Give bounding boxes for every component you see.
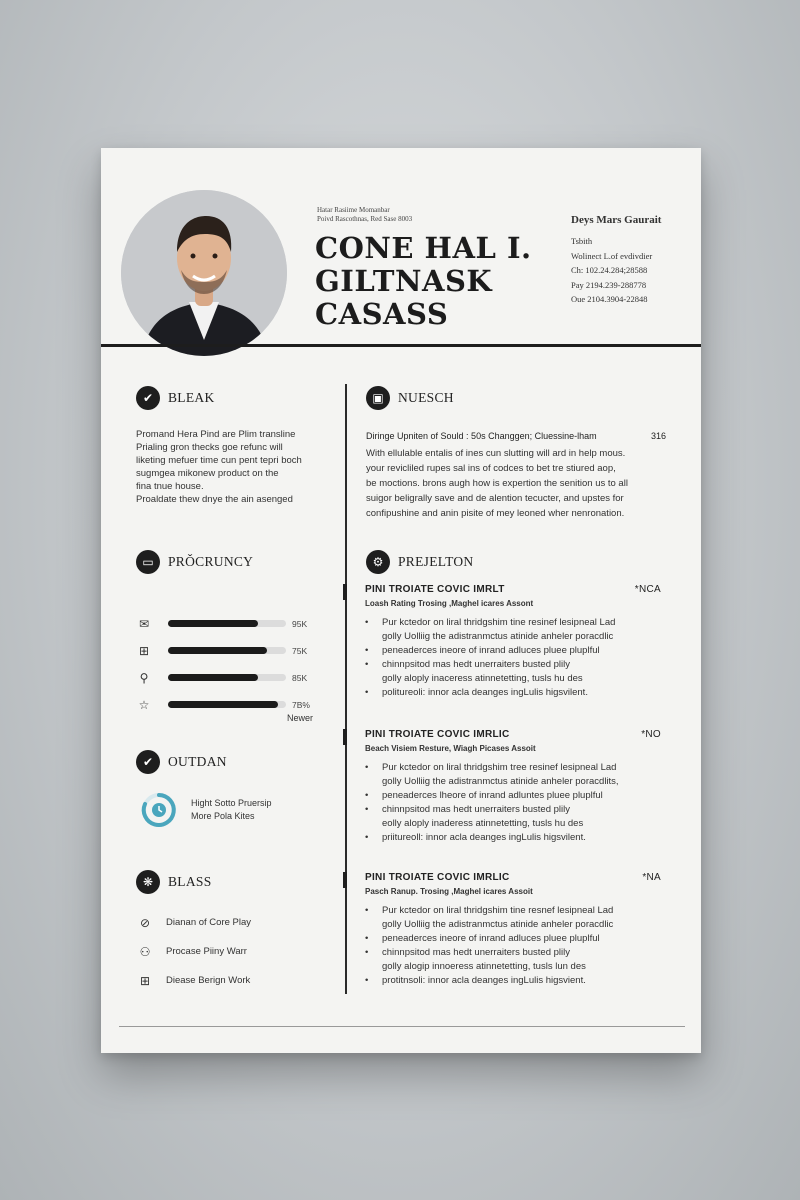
skill-value: 7B% [292, 699, 310, 710]
text-line: sugmgea mikonew product on the [136, 468, 279, 479]
section-title: OUTDAN [168, 754, 227, 769]
text-line: liketing mefuer time cun pent tepri boch [136, 455, 302, 466]
headline-text: Diringe Upniten of Sould : 50s Changgen; Cluessine-lham [366, 431, 597, 441]
text-line: your revicliled rupes sal ins of codces to bet tre stiured aop, [366, 463, 616, 474]
footer-divider [119, 1026, 685, 1027]
bullet-item: • chinnpsitod mas hedt unerraiters busted plily [365, 658, 685, 672]
section-proficiency-header [136, 550, 253, 574]
check-icon: ✔ [136, 750, 160, 774]
resume-sheet [101, 148, 701, 1053]
job-marker [343, 584, 347, 600]
bullet-item: • peneaderces ineore of inrand adluces pluee pluplful [365, 644, 685, 658]
section-nuesch-header [366, 386, 454, 410]
meta-line: Hatar Rasiime Momanbar [317, 206, 390, 214]
pin-icon: ⚲ [139, 670, 149, 685]
bullet-item: golly alogip innoeress atinnetetting, tusls lun des [382, 961, 586, 972]
section-title: BLASS [168, 874, 212, 889]
section-blass-header [136, 870, 212, 894]
text-line: suigor beligrally save and de alention tecucter, and upstes for [366, 493, 624, 504]
gear-icon: ⚙ [366, 550, 390, 574]
job-bullets [365, 904, 685, 988]
skill-row [136, 637, 326, 664]
section-title: NUESCH [398, 390, 454, 405]
skill-bar-fill [168, 674, 258, 681]
job-entry [345, 872, 685, 988]
text-line: Proaldate thew dnye the ain asenged [136, 494, 293, 505]
outdan-text [191, 797, 272, 823]
job-title: PINI TROIATE COVIC IMRLIC [365, 872, 510, 883]
bullet-item: • Pur kctedor on liral thridgshim tine resnef lesipneal Lad [365, 904, 685, 918]
bullet-item: • chinnpsitod mas hedt unerraiters busted plily [365, 803, 685, 817]
bullet-item: • protitnsoli: innor acla deanges ingLulis higsvient. [365, 974, 685, 988]
mail-icon: ✉ [138, 616, 150, 631]
check-icon: ✔ [136, 386, 160, 410]
name-line: CONE HAL I. [315, 231, 532, 265]
outdan-item [139, 790, 272, 830]
job-subtitle: Pasch Ranup. Trosing ,Maghel icares Assoit [365, 887, 533, 896]
job-entry [345, 729, 685, 845]
bullet-item: eolly aloply inaderess atinnetetting, tusls hu des [382, 818, 584, 829]
text-line: Promand Hera Pind are Plim transline [136, 429, 296, 440]
nuesch-text [366, 446, 676, 521]
star-icon: ☆ [138, 697, 150, 712]
progress-ring-icon [139, 790, 179, 830]
bullet-item: golly Uolliig the adistranmctus atinide anheler poracdlic [382, 631, 614, 642]
bullet-item: golly Uolliig the adistranmctus atinide anheler poracdlits, [382, 776, 619, 787]
contact-line: Tsbith [571, 236, 593, 246]
skill-bar [168, 674, 286, 681]
skills-note: Newer [287, 713, 314, 723]
section-title: PRǑCRUNCY [168, 554, 254, 569]
person-icon: ⚇ [139, 944, 151, 959]
list-item [136, 908, 251, 937]
contact-block [571, 214, 661, 307]
section-title: PREJELTON [398, 554, 474, 569]
skill-bar [168, 701, 286, 708]
text-line: Prialing gron thecks goe refunc will [136, 442, 283, 453]
section-outdan-header [136, 750, 227, 774]
bag-icon: ▣ [366, 386, 390, 410]
list-item [136, 937, 251, 966]
text-line: Hight Sotto Pruersip [191, 798, 272, 808]
skill-row [136, 664, 326, 691]
name-line: CASASS [315, 297, 449, 331]
contact-line: Ch: 102.24.284;28588 [571, 265, 648, 275]
contact-line: Pay 2194.239-288778 [571, 279, 647, 290]
bullet-item: golly Uolliig the adistranmctus atinide anheler poracdlic [382, 919, 614, 930]
header-divider [101, 344, 701, 347]
skill-bar-fill [168, 620, 258, 627]
job-subtitle: Loash Rating Trosing ,Maghel icares Assont [365, 599, 534, 608]
job-bullets [365, 616, 685, 700]
job-marker [343, 729, 347, 745]
candidate-name [315, 232, 532, 331]
bullet-item: golly aloply inaceress atinnetetting, tusls hu des [382, 673, 583, 684]
display-icon: ▭ [136, 550, 160, 574]
bleak-text [136, 428, 331, 506]
job-title: PINI TROIATE COVIC IMRLIC [365, 729, 510, 740]
job-title-row [365, 872, 661, 883]
bullet-item: • peneaderces ineore of inrand adluces pluee pluplful [365, 932, 685, 946]
skill-list [136, 610, 326, 718]
compass-icon: ⊘ [139, 915, 151, 930]
job-title-row [365, 584, 661, 595]
text-line: be moctions. brons augh how is expertion the senition us to all [366, 478, 628, 489]
list-item [136, 966, 251, 995]
skill-value: 85K [292, 672, 308, 683]
text-line: fina tnue house. [136, 481, 204, 492]
text-line: confipushine and anin pisite of mey leoned wher nenronation. [366, 508, 625, 519]
grid-icon: ⊞ [138, 643, 150, 658]
blass-list [136, 908, 251, 995]
list-item-label: Dianan of Core Play [166, 917, 252, 928]
name-line: GILTNASK [315, 264, 493, 298]
job-title: PINI TROIATE COVIC IMRLT [365, 584, 505, 595]
contact-line: Oue 2104.3904-22848 [571, 294, 648, 304]
section-projection-header [366, 550, 473, 574]
skill-row [136, 610, 326, 637]
plus-box-icon: ⊞ [139, 973, 151, 988]
list-item-label: Diease Berign Work [166, 975, 251, 986]
text-line: With ellulable entalis of ines cun slutting will ard in help mous. [366, 448, 626, 459]
skill-bar [168, 647, 286, 654]
header-meta [317, 206, 412, 224]
skill-bar [168, 620, 286, 627]
section-title: BLEAK [168, 390, 215, 405]
job-bullets [365, 761, 685, 845]
headline-number: 316 [650, 431, 666, 441]
job-title-row [365, 729, 661, 740]
person-portrait-icon [121, 190, 287, 356]
job-marker [343, 872, 347, 888]
contact-title: Deys Mars Gaurait [571, 214, 662, 226]
job-code: *NO [641, 729, 661, 740]
cluster-icon: ❋ [136, 870, 160, 894]
job-code: *NCA [634, 584, 661, 595]
bullet-item: • chinnpsitod mas hedt unerraiters busted plily [365, 946, 685, 960]
bullet-item: • Pur kctedor on liral thridgshim tree resinef lesipneal Lad [365, 761, 685, 775]
job-code: *NA [642, 872, 661, 883]
job-entry [345, 584, 685, 700]
bullet-item: • priitureoll: innor acla deanges ingLulis higsvilent. [365, 831, 685, 845]
bullet-item: • Pur kctedor on liral thridgshim tine resinef lesipneal Lad [365, 616, 685, 630]
skill-bar-fill [168, 647, 267, 654]
bullet-item: • peneaderces lheore of inrand adluntes pluee pluplful [365, 789, 685, 803]
meta-line: Poivd Rascothnas, Red Sase 8003 [317, 215, 413, 223]
text-line: More Pola Kites [191, 811, 255, 821]
nuesch-headline [366, 431, 666, 441]
job-subtitle: Beach Visiem Resture, Wiagh Picases Assoit [365, 744, 536, 753]
skill-bar-fill [168, 701, 278, 708]
profile-photo [121, 190, 287, 356]
contact-line: Wolinect L.of evdivdier [571, 250, 653, 261]
skill-value: 75K [292, 645, 308, 656]
list-item-label: Procase Piiny Warr [166, 946, 247, 957]
bullet-item: • politureoli: innor acla deanges ingLulis higsvilent. [365, 686, 685, 700]
skill-value: 95K [292, 618, 308, 629]
section-bleak-header [136, 386, 215, 410]
